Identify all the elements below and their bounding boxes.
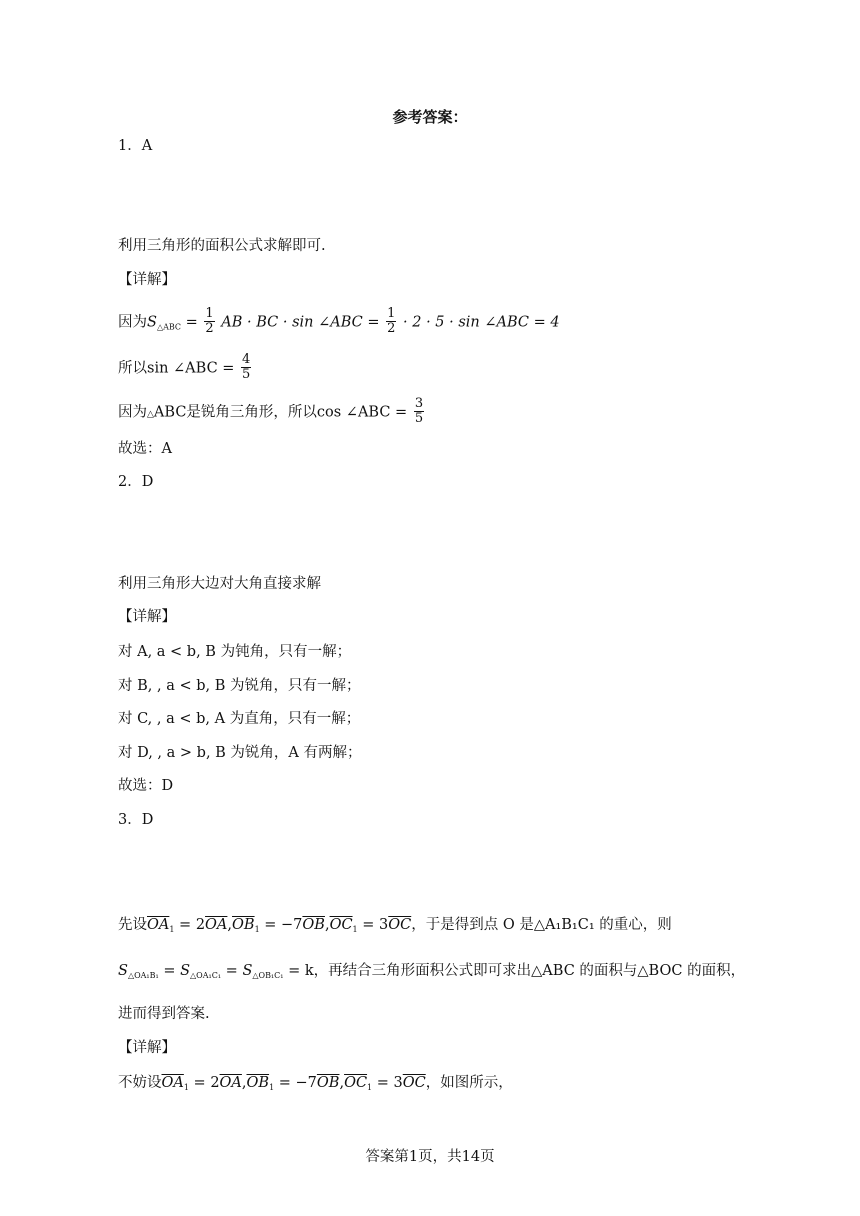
q3-detail-line: 不妨设$\overline{OA}_1 = 2\overline{OA},\overline{OB}_1 = -7\overline{OB},\overline{OC}_1 = 3\overline{OC}$，如图所示，: [118, 1075, 513, 1092]
q3-hint-line2: $S_{\triangle OA_1B_1} = S_{\triangle OA_1C_1} = S_{\triangle OB_1C_1} = k$，再结合三角形面积公式即可求出△ABC 的面积与△BOC 的面积，: [118, 963, 746, 980]
fraction-three-fifths: $\frac{3}{5}$: [414, 396, 424, 426]
q2-detail-label: 【详解】: [118, 609, 176, 625]
q3-detail-label: 【详解】: [118, 1040, 176, 1056]
fraction-half: $\frac{1}{2}$: [205, 306, 214, 336]
q3-hint-line3: 进而得到答案.: [118, 1006, 210, 1022]
q1-step3: 因为△ABC是锐角三角形，所以cos ∠ABC = $\frac{3}{5}$: [118, 396, 424, 426]
q2-case-b: 对 B, , a < b, B 为锐角，只有一解；: [118, 678, 361, 694]
q2-case-d: 对 D, , a > b, B 为锐角，A 有两解；: [118, 745, 362, 761]
q1-hint: 利用三角形的面积公式求解即可.: [118, 238, 326, 254]
fraction-half: $\frac{1}{2}$: [387, 306, 396, 336]
q1-conclusion: 故选：A: [118, 441, 172, 457]
q1-answer: 1．A: [118, 138, 153, 154]
fraction-four-fifths: $\frac{4}{5}$: [242, 352, 251, 382]
q1-detail-label: 【详解】: [118, 272, 176, 288]
page-footer: 答案第1页，共14页: [365, 1149, 495, 1165]
q2-answer: 2．D: [118, 474, 154, 490]
page-title: 参考答案：: [392, 108, 468, 126]
q3-answer: 3．D: [118, 812, 154, 828]
q2-case-a: 对 A, a < b, B 为钝角，只有一解；: [118, 644, 352, 660]
q2-case-c: 对 C, , a < b, A 为直角，只有一解；: [118, 711, 361, 727]
q3-hint-line1: 先设$\overline{OA}_1 = 2\overline{OA},\overline{OB}_1 = -7\overline{OB},\overline{OC}_1 = 3\overline{OC}$，于是得到点 O 是△A₁B₁C₁ 的重心，则: [118, 917, 672, 934]
q1-step1: 因为$S_{\triangle ABC}$ = $\frac{1}{2}$ AB · BC · sin ∠ABC = $\frac{1}{2}$ · 2 · 5 · sin ∠ABC = 4: [118, 306, 560, 336]
q2-hint: 利用三角形大边对大角直接求解: [118, 576, 321, 592]
q2-conclusion: 故选：D: [118, 778, 174, 794]
q1-step2: 所以sin ∠ABC = $\frac{4}{5}$: [118, 352, 251, 382]
